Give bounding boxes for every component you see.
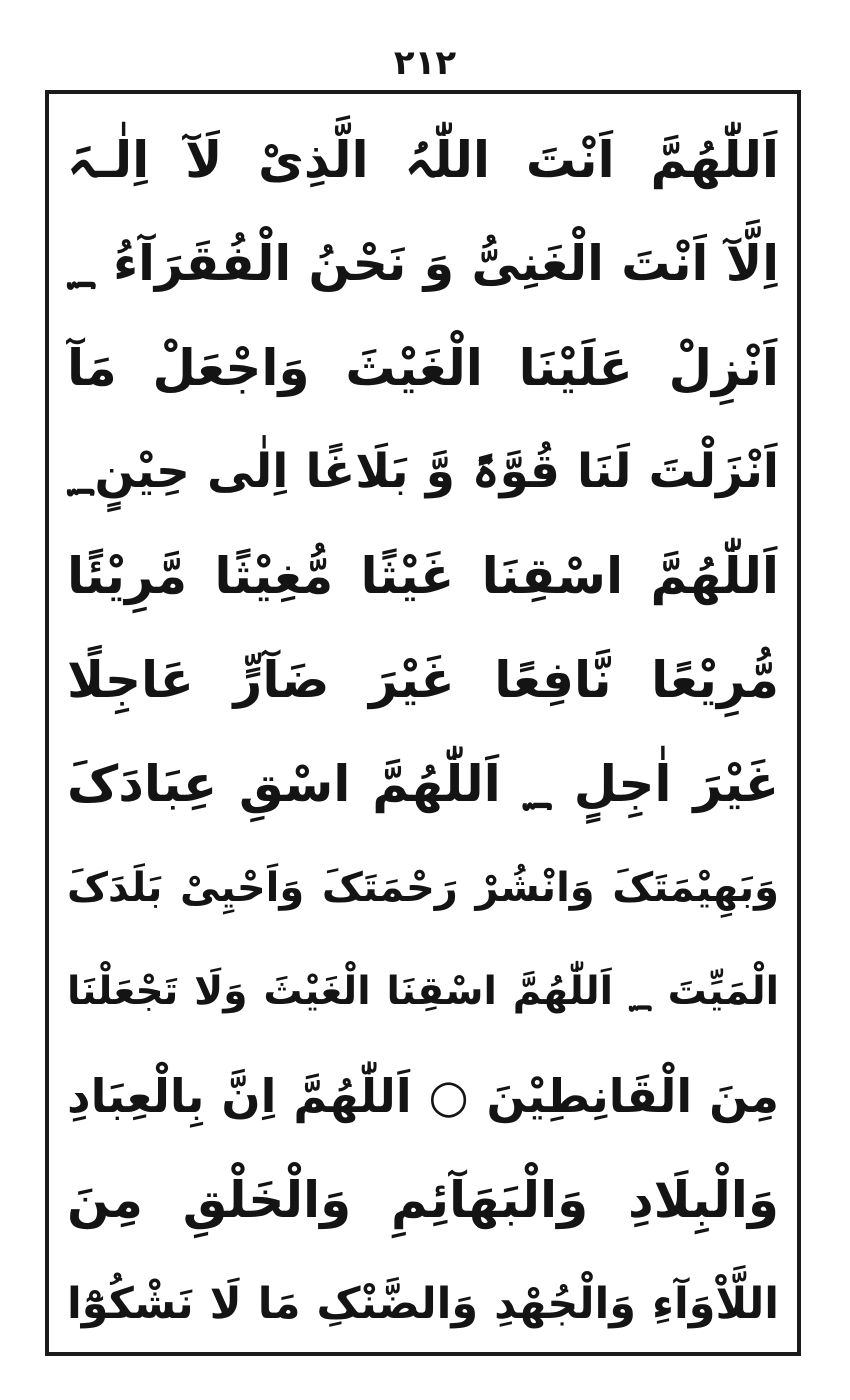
page-number: ۲۱۲ (393, 43, 457, 83)
text-line-3: اَنْزِلْ عَلَیْنَا الْغَیْثَ وَاجْعَلْ مَآ (67, 339, 779, 397)
text-line-12: اللَّاْوَآءِ وَالْجُھْدِ وَالضَّنْکِ مَا لَا نَشْکُوْٓا (67, 1279, 779, 1329)
dua-text-block (49, 108, 797, 1356)
text-frame (45, 90, 801, 1356)
text-line-11: وَالْبِلَادِ وَالْبَھَآئِمِ وَالْخَلْقِ مِنَ (67, 1171, 779, 1229)
text-line-4: اَنْزَلْتَ لَنَا قُوَّۃً وَّ بَلَاغًا اِلٰی حِیْنٍ؁ (67, 444, 779, 499)
text-line-1: اَللّٰھُمَّ اَنْتَ اللّٰہُ الَّذِیْ لَآ اِلٰـہَ (67, 131, 779, 189)
text-line-10: مِنَ الْقَانِطِیْنَ ○ اَللّٰھُمَّ اِنَّ بِالْعِبَادِ (67, 1069, 779, 1123)
text-line-6: مُّرِیْعًا نَّافِعًا غَیْرَ ضَآرٍّ عَاجِلًا (67, 651, 779, 709)
text-line-8: وَبَھِیْمَتَکَ وَانْشُرْ رَحْمَتَکَ وَاَحْیِیْ بَلَدَکَ (67, 865, 779, 911)
text-line-2: اِلَّآ اَنْتَ الْغَنِیُّ وَ نَحْنُ الْفُقَرَآءُ ؁ (67, 235, 779, 292)
text-line-7: غَیْرَ اٰجِلٍ ؁ اَللّٰھُمَّ اسْقِ عِبَادَکَ (67, 755, 779, 813)
text-line-5: اَللّٰھُمَّ اسْقِنَا غَیْثًا مُّغِیْثًا مَّرِیْئًا (67, 547, 779, 605)
text-line-9: الْمَیِّتَ ؁ اَللّٰھُمَّ اسْقِنَا الْغَیْثَ وَلَا تَجْعَلْنَا (67, 969, 779, 1014)
